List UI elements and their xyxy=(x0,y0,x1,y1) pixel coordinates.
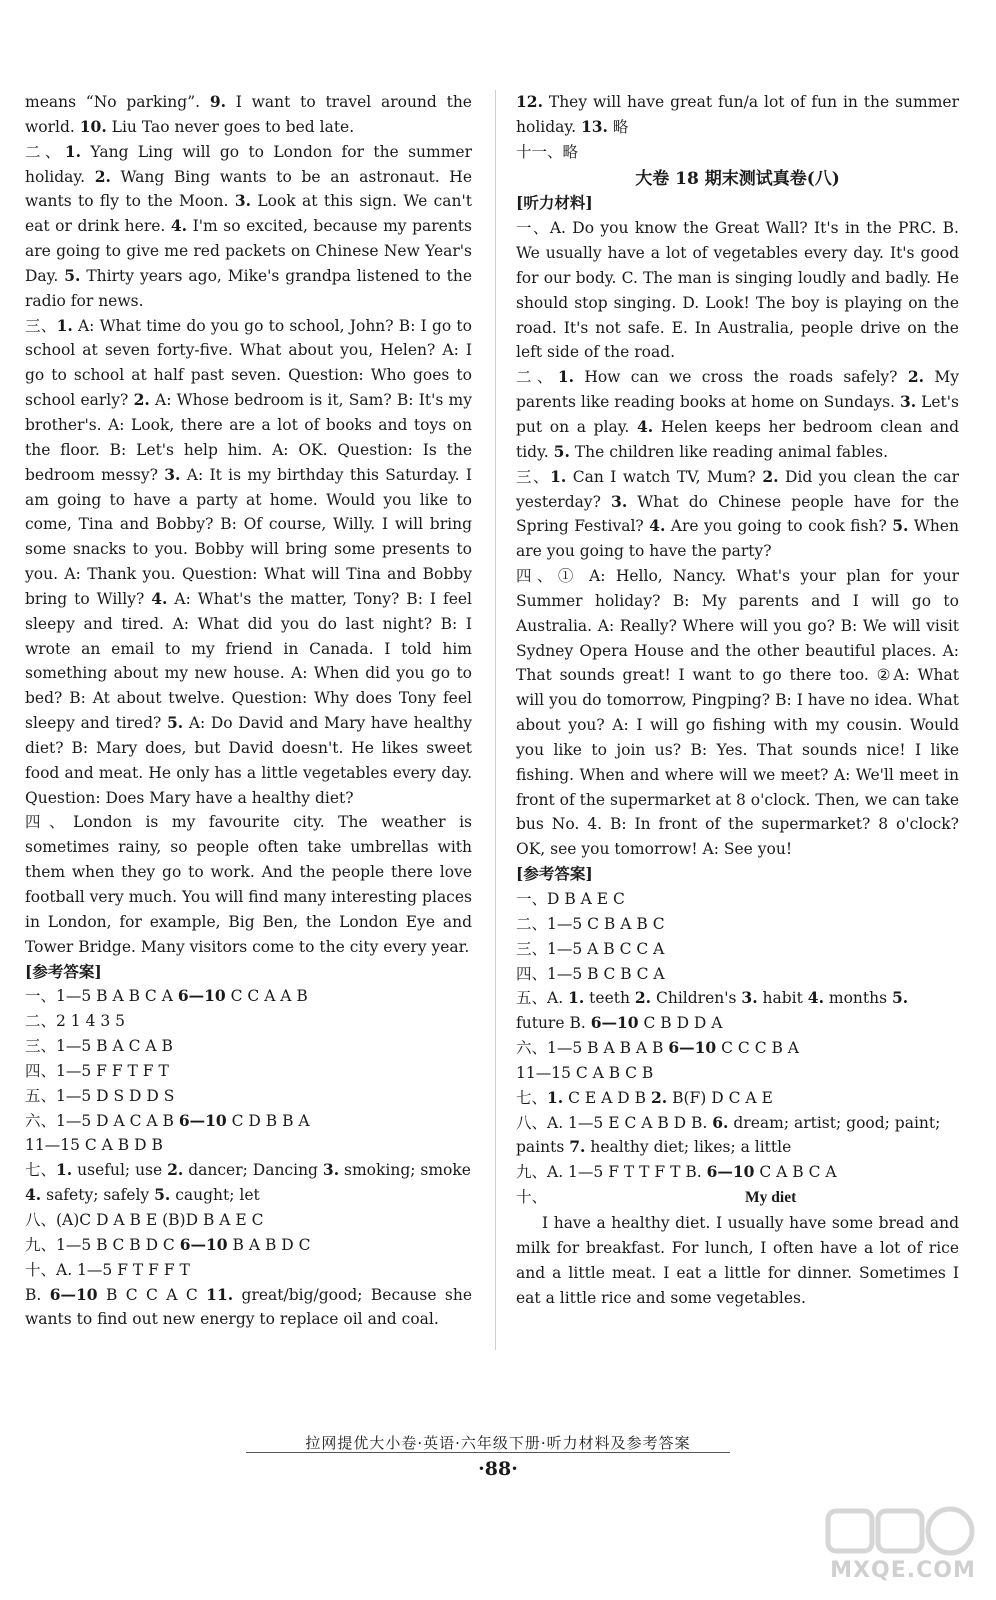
paragraph: 二、1. Yang Ling will go to London for the summer holiday. 2. Wang Bing wants to be an astronaut. He wants to fly to the Moon. 3. Look at this sign. We can't eat or drink here. 4. I'm so excited, because my parents are going to give me red packets on Chinese New Year's Day. 5. Thirty years ago, Mike's grandpa listened to the radio for news. xyxy=(25,141,472,310)
answer-line: 七、1. C E A D B 2. B(F) D C A E xyxy=(516,1087,773,1107)
watermark-text: MXQE.COM xyxy=(830,1558,976,1583)
paragraph: means “No parking”. 9. I want to travel around the world. 10. Liu Tao never goes to bed late. xyxy=(25,92,472,136)
essay-body: I have a healthy diet. I usually have some bread and milk for breakfast. For lunch, I often have a lot of rice and a little meat. I eat a little for dinner. Sometimes I eat a little rice and some vegetables. xyxy=(516,1213,959,1307)
answer-line: 十、A. 1—5 F T F F T xyxy=(25,1260,190,1279)
answer-line: 四、1—5 B C B C A xyxy=(516,964,665,983)
answer-line: 十一、略 xyxy=(516,142,579,161)
answer-line: 九、1—5 B C B D C 6—10 B A B D C xyxy=(25,1234,311,1254)
footer-text: 拉网提优大小卷·英语·六年级下册·听力材料及参考答案 xyxy=(305,1434,691,1452)
answer-line: 五、1—5 D S D D S xyxy=(25,1086,175,1105)
section-title: 大卷 18 期末测试真卷(八) xyxy=(635,168,840,189)
left-column xyxy=(25,90,472,1332)
answer-line: 四、1—5 F F T F T xyxy=(25,1061,169,1080)
answer-line: 七、1. useful; use 2. dancer; Dancing 3. smoking; smoke 4. safety; safely 5. caught; let xyxy=(25,1160,471,1205)
answer-line: 六、1—5 B A B A B 6—10 C C C B A xyxy=(516,1038,800,1058)
answer-line: 一、1—5 B A B C A 6—10 C C A A B xyxy=(25,986,308,1006)
answer-line: 二、1—5 C B A B C xyxy=(516,914,665,933)
answer-line: 一、D B A E C xyxy=(516,890,625,908)
paragraph: 三、1. A: What time do you go to school, John? B: I go to school at seven forty-five. What about you, Helen? A: I go to school at half past seven. Question: Who goes to school early? 2. A: Whose bedroom is it, Sam? B: It's my brother's. A: Look, there are a lot of books and toys on the floor. B: Let's help him. A: OK. Question: Is the bedroom messy? 3. A: It is my birthday this Saturday. I am going to have a party at home. Would you like to come, Tina and Bobby? B: Of course, Willy. I will bring some snacks to you. Bobby will bring some presents to you. A: Thank you. Question: What will Tina and Bobby bring to Willy? 4. A: What's the matter, Tony? B: I feel sleepy and tired. A: What did you do last night? B: I wrote an email to my friend in Canada. I told him something about my new house. A: When did you go to bed? B: At about twelve. Question: Why does Tony feel sleepy and tired? 5. A: Do David and Mary have healthy diet? B: Mary does, but David doesn't. He likes sweet food and meat. He only has a little vegetables every day. Question: Does Mary have a healthy diet? xyxy=(25,315,472,807)
answer-line: 11—15 C A B D B xyxy=(25,1136,163,1155)
paragraph: 二、1. How can we cross the roads safely? 2. My parents like reading books at home on Sundays. 3. Let's put on a play. 4. Helen keeps her bedroom clean and tidy. 5. The children like reading animal fables. xyxy=(516,367,959,461)
essay-header: 十、 My diet xyxy=(516,1185,959,1211)
listening-tag: [听力材料] xyxy=(516,193,593,213)
answer-line: 三、1—5 B A C A B xyxy=(25,1037,173,1056)
answer-line: 11—15 C A B C B xyxy=(516,1063,654,1082)
paragraph: 一、A. Do you know the Great Wall? It's in the PRC. B. We usually have a lot of vegetables every day. It's good for our body. C. The man is singing loudly and badly. He should stop singing. D. Look! The boy is playing on the road. It's not safe. E. In Australia, people drive on the left side of the road. xyxy=(516,219,959,362)
page-number: ·88· xyxy=(478,1458,518,1480)
answer-line: 六、1—5 D A C A B 6—10 C D B B A xyxy=(25,1110,310,1130)
column-divider xyxy=(495,90,496,1350)
answer-line: 二、2 1 4 3 5 xyxy=(25,1012,126,1031)
footer-rule xyxy=(246,1452,730,1453)
answer-line: B. 6—10 B C C A C 11. great/big/good; Because she wants to find out new energy to replace oil and coal. xyxy=(25,1284,473,1329)
right-column xyxy=(516,90,959,1310)
paragraph: 三、1. Can I watch TV, Mum? 2. Did you clean the car yesterday? 3. What do Chinese people have for the Spring Festival? 4. Are you going to cook fish? 5. When are you going to have the party? xyxy=(516,466,960,561)
answers-tag: [参考答案] xyxy=(516,864,593,884)
paragraph: 四、① A: Hello, Nancy. What's your plan for your Summer holiday? B: My parents and I will go to Australia. A: Really? Where will you go? B: We will visit Sydney Opera House and the other beautiful places. A: That sounds great! I want to go there too. ②A: What will you do tomorrow, Pingping? B: I have no idea. What about you? A: I will go fishing with my cousin. Would you like to join us? B: Yes. That sounds nice! I like fishing. When and where will we meet? A: We'll meet in front of the supermarket at 8 o'clock. Then, we can take bus No. 4. B: In front of the supermarket? 8 o'clock? OK, see you tomorrow! A: See you! xyxy=(516,567,959,859)
paragraph: 12. They will have great fun/a lot of fun in the summer holiday. 13. 略 xyxy=(516,92,959,136)
answer-line: 九、A. 1—5 F T T F T B. 6—10 C A B C A xyxy=(516,1162,837,1182)
answer-line: 八、A. 1—5 E C A B D B. 6. dream; artist; good; paint; paints 7. healthy diet; likes; a little xyxy=(516,1112,941,1157)
answers-tag: [参考答案] xyxy=(25,961,102,981)
paragraph: 四、London is my favourite city. The weather is sometimes rainy, so people often take umbrellas with them when they go to work. And the people there love football very much. You will find many interesting places in London, for example, Big Ben, the London Eye and Tower Bridge. Many visitors come to the city every year. xyxy=(25,813,472,956)
answer-line: 五、A. 1. teeth 2. Children's 3. habit 4. months 5. future B. 6—10 C B D D A xyxy=(516,988,909,1033)
essay-title: My diet xyxy=(745,1189,797,1207)
answer-line: 八、(A)C D A B E (B)D B A E C xyxy=(25,1210,264,1229)
answer-line: 三、1—5 A B C C A xyxy=(516,939,665,958)
